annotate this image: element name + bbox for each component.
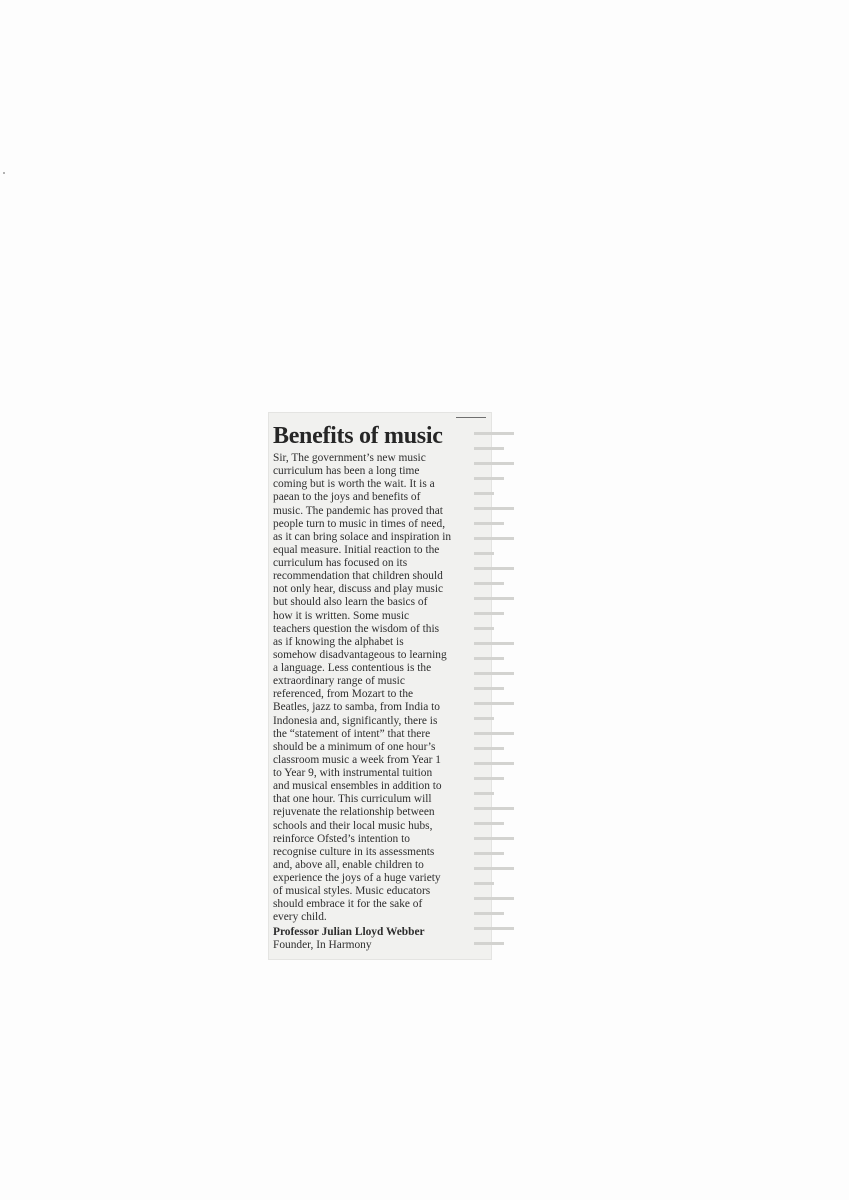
body-line: schools and their local music hubs, (273, 819, 433, 832)
body-line: reinforce Ofsted’s intention to (273, 832, 410, 845)
author-name: Professor Julian Lloyd Webber (273, 926, 425, 938)
body-line: recommendation that children should (273, 570, 443, 583)
body-line: teachers question the wisdom of this (273, 622, 440, 635)
author-role: Founder, In Harmony (273, 939, 372, 951)
body-line: extraordinary range of music (273, 675, 405, 688)
body-line: Sir, The government’s new music (273, 452, 426, 464)
body-line: curriculum has focused on its (273, 557, 408, 569)
body-line: recognise culture in its assessments (273, 845, 435, 858)
body-line: but should also learn the basics of (273, 596, 428, 609)
letter-body (273, 452, 487, 925)
body-line: should be a minimum of one hour’s (273, 740, 436, 753)
body-line: of musical styles. Music educators (273, 885, 431, 898)
body-line: paean to the joys and benefits of (273, 491, 421, 504)
body-line: and musical ensembles in addition to (273, 780, 442, 793)
letter-signature (273, 926, 425, 952)
body-line: every child. (273, 911, 327, 924)
body-line: how it is written. Some music (273, 609, 410, 622)
body-line: coming but is worth the wait. It is a (273, 478, 435, 491)
body-line: somehow disadvantageous to learning (273, 648, 447, 661)
body-line: the “statement of intent” that there (273, 727, 431, 740)
scan-speck (3, 172, 5, 174)
body-line: Indonesia and, significantly, there is (273, 714, 438, 727)
body-line: Beatles, jazz to samba, from India to (273, 701, 441, 714)
body-line: a language. Less contentious is the (273, 662, 432, 674)
show-through-text: ▬▬▬▬ ▬▬▬ ▬▬▬▬ ▬▬▬ ▬▬ ▬▬▬▬ ▬▬▬ ▬▬▬▬ ▬▬ ▬▬▬▬ ▬▬▬ ▬▬▬▬ ▬▬▬ ▬▬ ▬▬▬▬ ▬▬▬ ▬▬▬▬ ▬▬▬ ▬▬▬▬ ▬▬ ▬▬▬▬ ▬▬▬ ▬▬▬▬ ▬▬▬ ▬▬ ▬▬▬▬ ▬▬▬ ▬▬▬▬ ▬▬▬ ▬▬▬▬ ▬▬ ▬▬▬▬ ▬▬▬ ▬▬▬▬ ▬▬▬ (474, 427, 514, 948)
body-line: as if knowing the alphabet is (273, 635, 404, 648)
body-line: people turn to music in times of need, (273, 517, 446, 530)
body-line: experience the joys of a huge variety (273, 872, 441, 884)
letter-headline: Benefits of music (273, 423, 443, 449)
body-line: should embrace it for the sake of (273, 898, 423, 911)
body-line: referenced, from Mozart to the (273, 688, 414, 701)
body-line: music. The pandemic has proved that (273, 504, 443, 517)
body-line: equal measure. Initial reaction to the (273, 543, 440, 556)
newspaper-clipping (268, 412, 514, 960)
body-line: to Year 9, with instrumental tuition (273, 767, 433, 779)
body-line: rejuvenate the relationship between (273, 806, 435, 819)
body-line: curriculum has been a long time (273, 465, 420, 478)
body-line: not only hear, discuss and play music (273, 583, 444, 596)
body-line: that one hour. This curriculum will (273, 793, 432, 806)
body-line: classroom music a week from Year 1 (273, 753, 441, 766)
body-line: as it can bring solace and inspiration in (273, 530, 452, 543)
body-line: and, above all, enable children to (273, 858, 424, 871)
